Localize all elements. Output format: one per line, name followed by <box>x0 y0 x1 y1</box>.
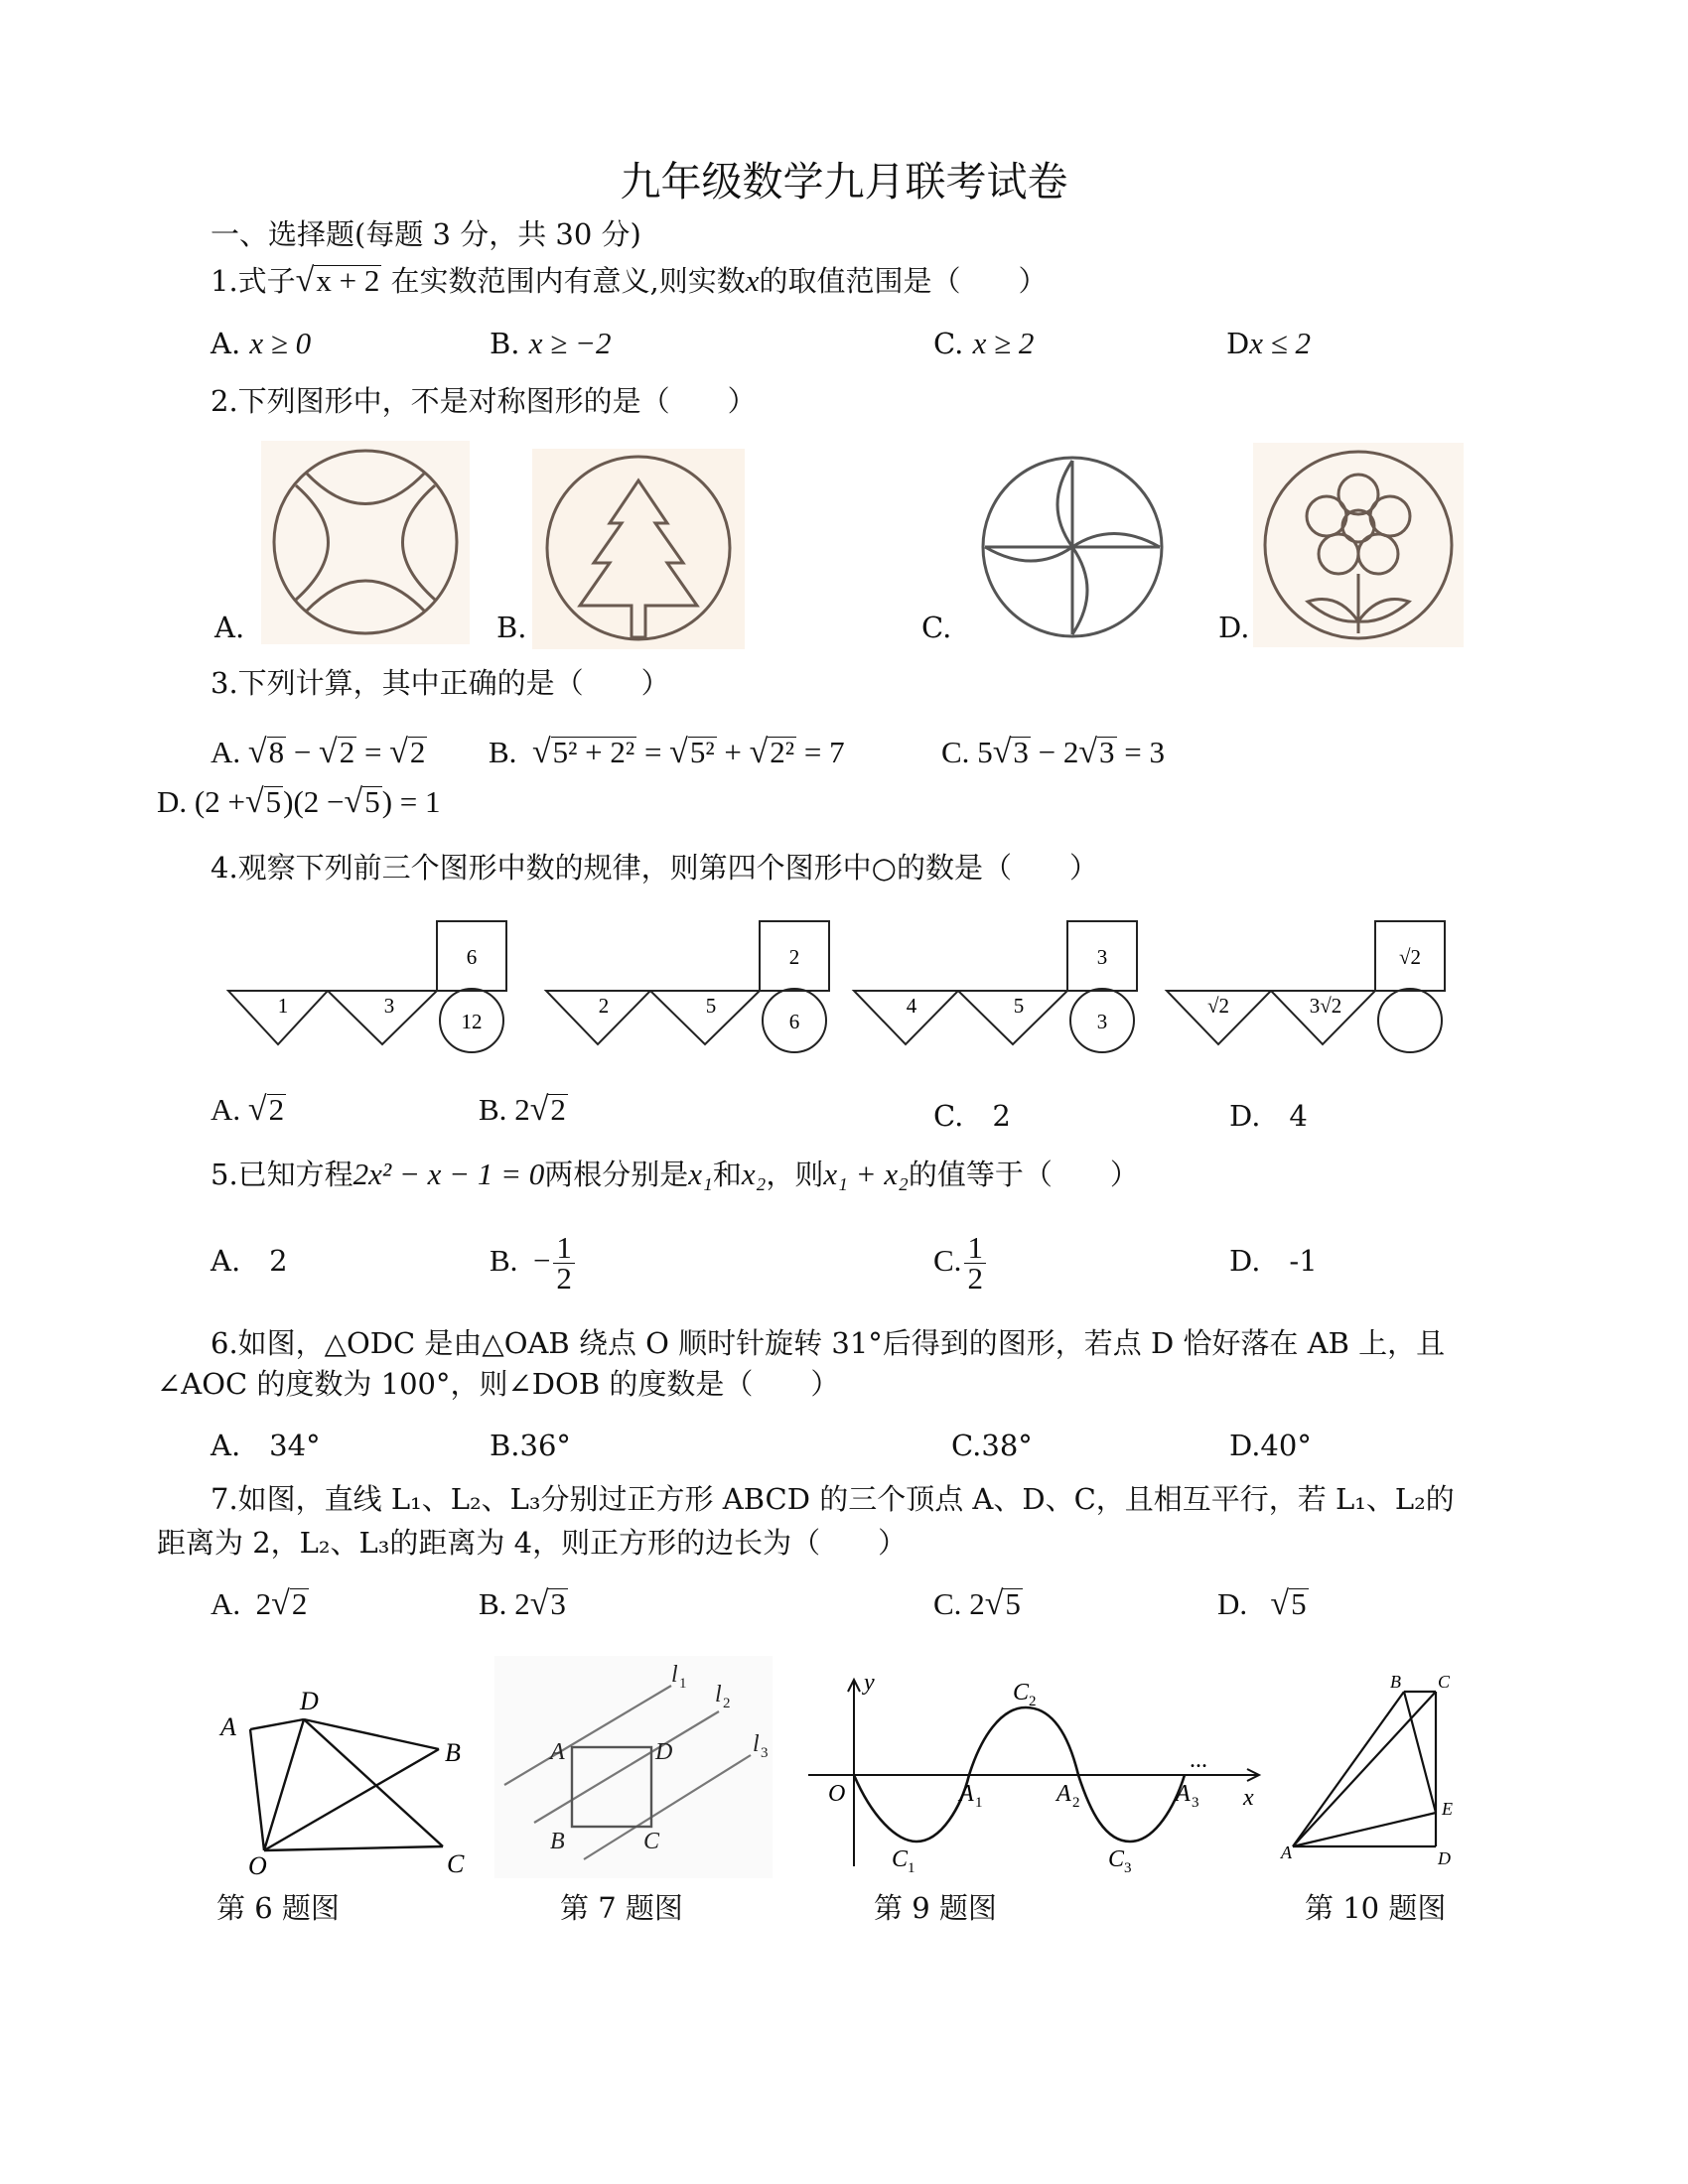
q4-option-b: B. 2√2 <box>479 1091 566 1128</box>
fig9-ellipsis: ... <box>1190 1747 1207 1773</box>
fig7-label-c: C <box>643 1829 660 1854</box>
fig9-label-x: x <box>1243 1785 1254 1811</box>
q2-figure-a <box>261 441 470 644</box>
q4-f3-tri1: 4 <box>906 994 917 1018</box>
svg-text:1: 1 <box>975 1795 983 1811</box>
figure-7 <box>494 1656 773 1878</box>
q4-f4-tri2: 3√2 <box>1309 994 1342 1018</box>
q3-option-c: C. 5√3 − 2√3 = 3 <box>941 734 1165 770</box>
question-3-stem: 3.下列计算，其中正确的是（ ） <box>211 666 670 700</box>
fig7-label-l2: l <box>715 1682 722 1707</box>
q2-label-b: B. <box>496 611 527 644</box>
q2-figure-c <box>973 451 1172 644</box>
q4-f3-circle: 3 <box>1096 1010 1108 1033</box>
fig7-label-d: D <box>655 1739 673 1765</box>
q4-f1-square: 6 <box>466 945 478 969</box>
svg-text:3: 3 <box>1192 1795 1199 1811</box>
q5-option-a: A. 2 <box>211 1244 288 1278</box>
q4-f4-tri1: √2 <box>1206 994 1230 1018</box>
q2-label-c: C. <box>921 611 952 644</box>
q1-option-b: B. x ≥ −2 <box>490 326 612 360</box>
fig7-label-b: B <box>550 1829 565 1854</box>
q1-option-a: A. x ≥ 0 <box>211 326 312 360</box>
q2-figure-d <box>1253 443 1464 647</box>
q7-option-d: D. √5 <box>1217 1585 1307 1622</box>
q4-figure-4 <box>1167 921 1445 1052</box>
svg-text:3: 3 <box>761 1745 769 1761</box>
q4-figure-3 <box>854 921 1137 1052</box>
svg-text:3: 3 <box>1124 1860 1132 1876</box>
q4-f3-square: 3 <box>1096 945 1108 969</box>
q2-figure-b <box>532 449 745 649</box>
q3-option-a: A. √8 − √2 = √2 <box>211 734 426 770</box>
svg-text:1: 1 <box>679 1676 687 1692</box>
fig6-label-a: A <box>220 1712 236 1741</box>
question-6-line-1: 6.如图，△ODC 是由△OAB 绕点 O 顺时针旋转 31°后得到的图形，若点 D 恰好落在 AB 上，且 <box>211 1326 1446 1360</box>
q4-f2-square: 2 <box>788 945 800 969</box>
q4-f4-square: √2 <box>1398 945 1422 969</box>
q1-option-d: Dx ≤ 2 <box>1226 326 1312 360</box>
q6-option-c: C.38° <box>951 1429 1033 1462</box>
q4-option-a: A. √2 <box>211 1091 285 1128</box>
q4-f1-tri2: 3 <box>383 994 395 1018</box>
fig9-label-y: y <box>864 1670 875 1696</box>
fig7-label-l1: l <box>671 1662 678 1688</box>
question-6-line-2: ∠AOC 的度数为 100°，则∠DOB 的度数是（ ） <box>157 1367 840 1401</box>
fig9-label-c2: C <box>1013 1680 1030 1706</box>
svg-text:2: 2 <box>723 1696 731 1711</box>
q4-figure-2 <box>546 921 829 1052</box>
fig9-label-a2: A <box>1056 1781 1071 1807</box>
sqrt-radicand: x + 2 <box>316 263 380 298</box>
figure-6-caption: 第 6 题图 <box>216 1891 340 1925</box>
figure-10 <box>1275 1670 1474 1873</box>
section-heading: 一、选择题(每题 3 分，共 30 分) <box>211 217 641 251</box>
fig10-label-b: B <box>1390 1672 1401 1692</box>
fig10-label-e: E <box>1442 1799 1453 1819</box>
fig6-label-d: D <box>300 1687 319 1715</box>
question-7-line-1: 7.如图，直线 L₁、L₂、L₃分别过正方形 ABCD 的三个顶点 A、D、C，且相互平行，若 L₁、L₂的 <box>211 1482 1455 1516</box>
q7-option-a: A. 2√2 <box>211 1585 308 1622</box>
figure-10-caption: 第 10 题图 <box>1305 1891 1447 1925</box>
q4-figure-1 <box>228 921 506 1052</box>
fig7-label-l3: l <box>753 1731 760 1757</box>
q4-pattern-figures <box>218 909 1470 1068</box>
q4-f2-tri1: 2 <box>598 994 610 1018</box>
fig6-label-c: C <box>447 1849 465 1876</box>
fig6-label-o: O <box>248 1851 267 1876</box>
fig9-label-o: O <box>828 1781 846 1807</box>
q4-f3-tri2: 5 <box>1013 994 1025 1018</box>
q4-option-c: C. 2 <box>933 1099 1011 1133</box>
question-2-stem: 2.下列图形中，不是对称图形的是（ ） <box>211 384 757 418</box>
fig10-label-d: D <box>1438 1848 1451 1868</box>
q6-option-b: B.36° <box>490 1429 571 1462</box>
q4-f2-circle: 6 <box>788 1010 800 1033</box>
q5-option-b: B. − $\frac{1}{2}$ <box>490 1223 578 1298</box>
svg-text:1: 1 <box>908 1860 915 1876</box>
fig9-label-c1: C <box>892 1846 909 1872</box>
question-4-stem: 4.观察下列前三个图形中数的规律，则第四个图形中○的数是（ ） <box>211 851 1098 885</box>
figure-6 <box>209 1678 477 1876</box>
fig9-label-a3: A <box>1176 1781 1191 1807</box>
question-7-line-2: 距离为 2，L₂、L₃的距离为 4，则正方形的边长为（ ） <box>157 1526 908 1560</box>
q1-option-c: C. x ≥ 2 <box>933 326 1035 360</box>
fig6-label-b: B <box>445 1738 461 1767</box>
page-title: 九年级数学九月联考试卷 <box>620 158 1068 205</box>
q2-label-d: D. <box>1218 611 1250 644</box>
fig10-label-c: C <box>1438 1672 1451 1692</box>
q4-f1-circle: 12 <box>461 1010 483 1033</box>
fig10-label-a: A <box>1281 1843 1292 1862</box>
q3-option-d: D. (2 +√5)(2 −√5) = 1 <box>157 783 441 820</box>
q7-option-c: C. 2√5 <box>933 1585 1021 1622</box>
svg-text:2: 2 <box>1029 1694 1037 1709</box>
question-1-stem: 1.式子√x + 2 在实数范围内有意义,则实数x的取值范围是（ ） <box>211 262 1048 299</box>
q4-option-d: D. 4 <box>1229 1099 1308 1133</box>
question-5-stem: 5.已知方程2x² − x − 1 = 0两根分别是x₁和x₂，则x₁ + x₂的值等于（ ） <box>211 1157 1139 1191</box>
q5-option-c: C. $\frac{1}{2}$ <box>933 1223 989 1298</box>
q6-option-d: D.40° <box>1229 1429 1312 1462</box>
figure-9 <box>802 1668 1269 1876</box>
q4-f1-tri1: 1 <box>277 994 289 1018</box>
q7-option-b: B. 2√3 <box>479 1585 566 1622</box>
q4-f2-tri2: 5 <box>705 994 717 1018</box>
q3-option-b: B. √5² + 2² = √5² + √2² = 7 <box>489 734 845 770</box>
figure-7-caption: 第 7 题图 <box>560 1891 683 1925</box>
q2-label-a: A. <box>214 611 245 644</box>
fig9-label-c3: C <box>1108 1846 1125 1872</box>
figure-9-caption: 第 9 题图 <box>874 1891 997 1925</box>
fig7-label-a: A <box>550 1739 565 1765</box>
fig9-label-a1: A <box>959 1781 974 1807</box>
q5-option-d: D. -1 <box>1229 1244 1318 1278</box>
svg-text:2: 2 <box>1072 1795 1080 1811</box>
q6-option-a: A. 34° <box>211 1429 321 1462</box>
